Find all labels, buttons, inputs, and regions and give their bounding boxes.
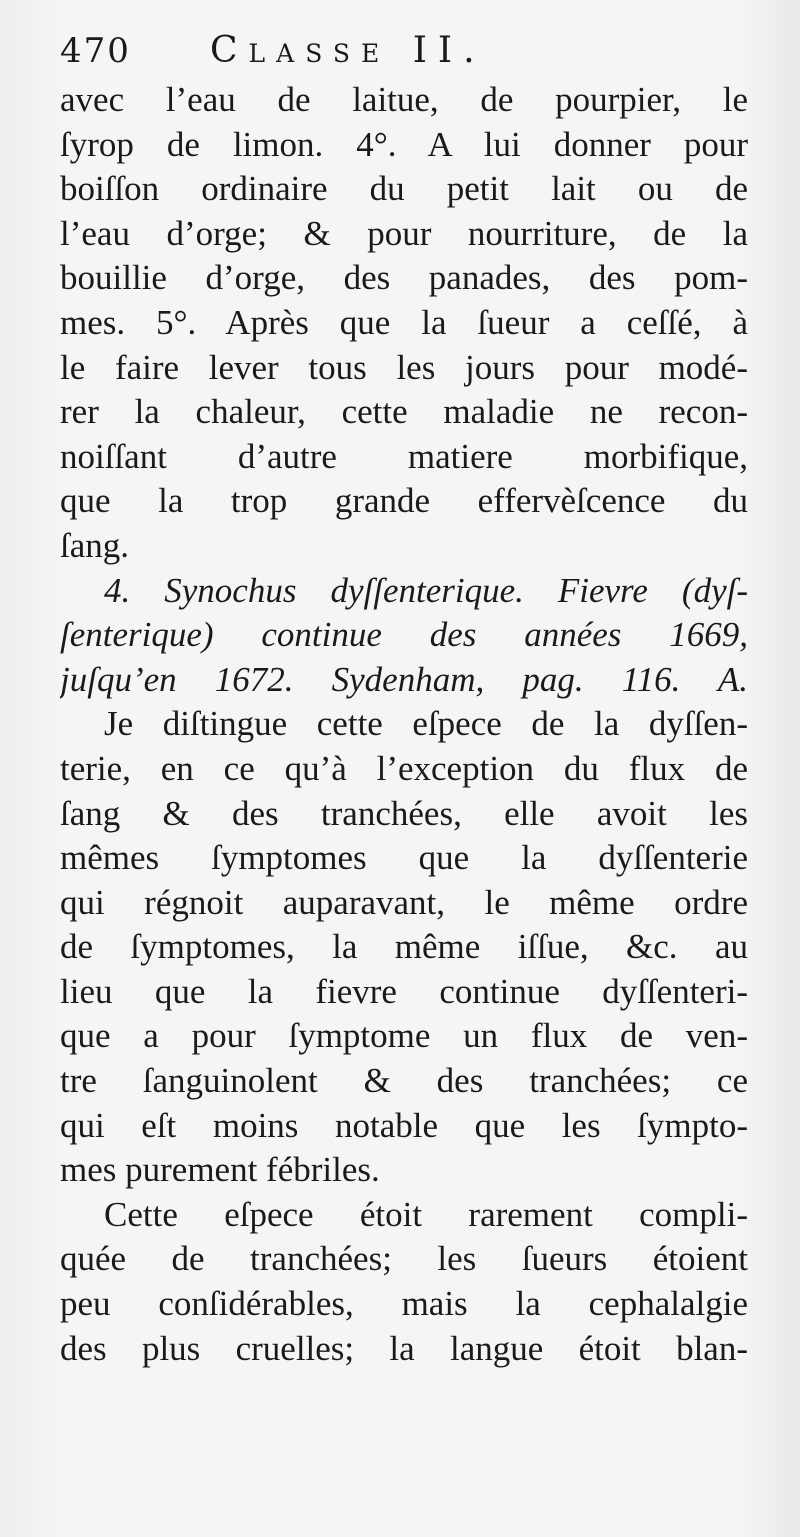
paragraph-continuation (60, 78, 748, 569)
text-line: lieu que la fievre continue dyſſenteri- (60, 971, 748, 1011)
text-line: mes purement fébriles. (60, 1150, 380, 1190)
text-line: juſqu’en 1672. Sydenham, pag. 116. A. (60, 659, 748, 699)
page-number: 470 (60, 31, 131, 71)
text-line: Je diſtingue cette eſpece de la dyſſen- (104, 704, 748, 744)
text-line: de ſymptomes, la même iſſue, &c. au (60, 927, 748, 967)
text-line: boiſſon ordinaire du petit lait ou de (60, 169, 748, 209)
text-line: que a pour ſymptome un flux de ven- (60, 1016, 748, 1056)
section-heading-synochus (60, 569, 748, 703)
text-line: noiſſant d’autre matiere morbifique, (60, 436, 748, 476)
text-line: peu conſidérables, mais la cephalalgie (60, 1284, 748, 1324)
text-line: terie, en ce qu’à l’exception du flux de (60, 748, 748, 788)
text-line: mes. 5°. Après que la ſueur a ceſſé, à (60, 302, 748, 342)
text-line: des plus cruelles; la langue étoit blan- (60, 1328, 748, 1368)
body-text (60, 78, 748, 1371)
text-line: Cette eſpece étoit rarement compli- (104, 1194, 748, 1234)
text-line: le faire lever tous les jours pour modé- (60, 347, 748, 387)
text-line: ſang & des tranchées, elle avoit les (60, 793, 748, 833)
running-head: Classe II. (210, 30, 486, 71)
text-line: mêmes ſymptomes que la dyſſenterie (60, 838, 748, 878)
paragraph-description (60, 702, 748, 1193)
paragraph-symptoms (60, 1193, 748, 1371)
text-line: ſyrop de limon. 4°. A lui donner pour (60, 124, 748, 164)
text-line: avec l’eau de laitue, de pourpier, le (60, 80, 748, 119)
text-line: 4. Synochus dyſſenterique. Fievre (dyſ- (104, 570, 748, 610)
text-line: bouillie d’orge, des panades, des pom- (60, 258, 748, 298)
text-line: quée de tranchées; les ſueurs étoient (60, 1239, 748, 1279)
text-line: tre ſanguinolent & des tranchées; ce (60, 1061, 748, 1101)
text-line: l’eau d’orge; & pour nourriture, de la (60, 213, 748, 253)
text-line: qui régnoit auparavant, le même ordre (60, 882, 748, 922)
text-line: qui eſt moins notable que les ſympto- (60, 1105, 748, 1145)
text-line: ſenterique) continue des années 1669, (60, 615, 748, 655)
text-line: ſang. (60, 525, 130, 565)
text-line: rer la chaleur, cette maladie ne recon- (60, 392, 748, 432)
text-line: que la trop grande effervèſcence du (60, 481, 748, 521)
page-header (60, 30, 748, 78)
